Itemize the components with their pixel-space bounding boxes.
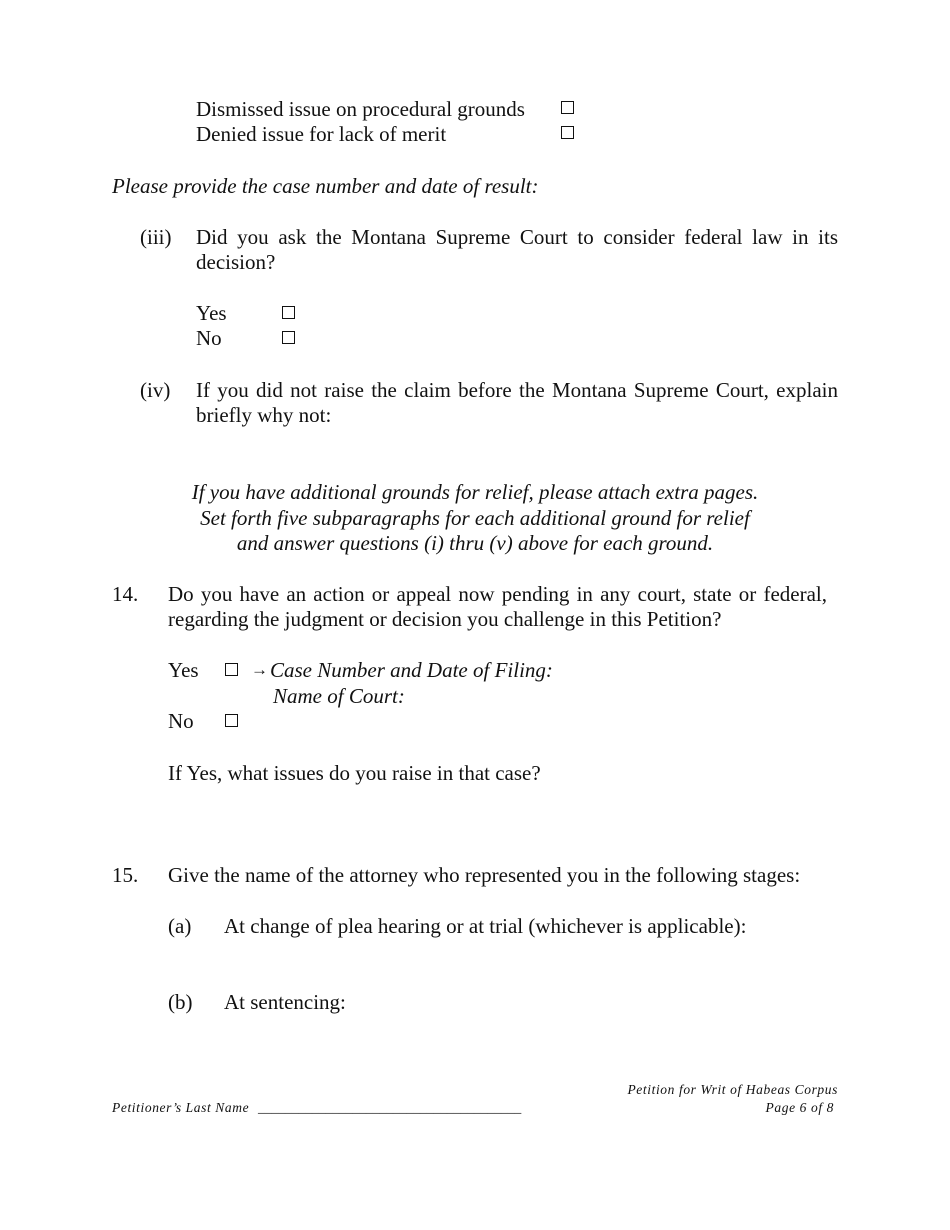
question-15-text: Give the name of the attorney who represented you in the following stages:: [168, 863, 801, 887]
question-15a-text: At change of plea hearing or at trial (whichever is applicable):: [224, 914, 747, 938]
denied-merit-label: Denied issue for lack of merit: [196, 122, 447, 146]
question-15a-number: (a): [168, 914, 192, 938]
case-number-filing-label: Case Number and Date of Filing:: [270, 658, 553, 682]
question-14-no-checkbox[interactable]: [225, 714, 238, 727]
question-14-no-label: No: [168, 709, 194, 733]
dismissed-procedural-label: Dismissed issue on procedural grounds: [196, 97, 525, 121]
question-iii-line1: Did you ask the Montana Supreme Court to consider federal law in its: [196, 225, 838, 249]
question-15b-text: At sentencing:: [224, 990, 346, 1014]
arrow-icon: →: [251, 660, 268, 679]
footer-document-title: Petition for Writ of Habeas Corpus: [627, 1082, 838, 1097]
additional-grounds-note-line3: and answer questions (i) thru (v) above for each ground.: [236, 531, 714, 555]
question-15b-number: (b): [168, 990, 193, 1014]
additional-grounds-note-line1: If you have additional grounds for relief, please attach extra pages.: [191, 480, 759, 504]
case-number-prompt: Please provide the case number and date of result:: [112, 174, 539, 198]
question-iv-line2: briefly why not:: [196, 403, 332, 427]
question-14-yes-checkbox[interactable]: [225, 663, 238, 676]
question-iii-no-label: No: [196, 326, 222, 350]
footer-petitioner-label: Petitioner’s Last Name: [112, 1100, 250, 1115]
question-iv-number: (iv): [140, 378, 171, 402]
question-iii-yes-checkbox[interactable]: [282, 306, 295, 319]
additional-grounds-note-line2: Set forth five subparagraphs for each additional ground for relief: [200, 506, 750, 530]
question-14-line1: Do you have an action or appeal now pending in any court, state or federal,: [168, 582, 827, 606]
question-14-yes-label: Yes: [168, 658, 199, 682]
footer-page-number: Page 6 of 8: [765, 1100, 834, 1115]
question-15-number: 15.: [112, 863, 139, 887]
question-14-number: 14.: [112, 582, 139, 606]
question-iii-no-checkbox[interactable]: [282, 331, 295, 344]
question-iii-yes-label: Yes: [196, 301, 227, 325]
court-name-label: Name of Court:: [273, 684, 405, 708]
dismissed-procedural-checkbox[interactable]: [561, 101, 574, 114]
question-iii-line2: decision?: [196, 250, 276, 274]
pending-issues-prompt: If Yes, what issues do you raise in that case?: [168, 761, 541, 785]
question-14-line2: regarding the judgment or decision you challenge in this Petition?: [168, 607, 722, 631]
denied-merit-checkbox[interactable]: [561, 126, 574, 139]
question-iv-line1: If you did not raise the claim before the Montana Supreme Court, explain: [196, 378, 838, 402]
question-iii-number: (iii): [140, 225, 172, 249]
footer-petitioner-name-line: _______________________________________: [258, 1100, 522, 1115]
